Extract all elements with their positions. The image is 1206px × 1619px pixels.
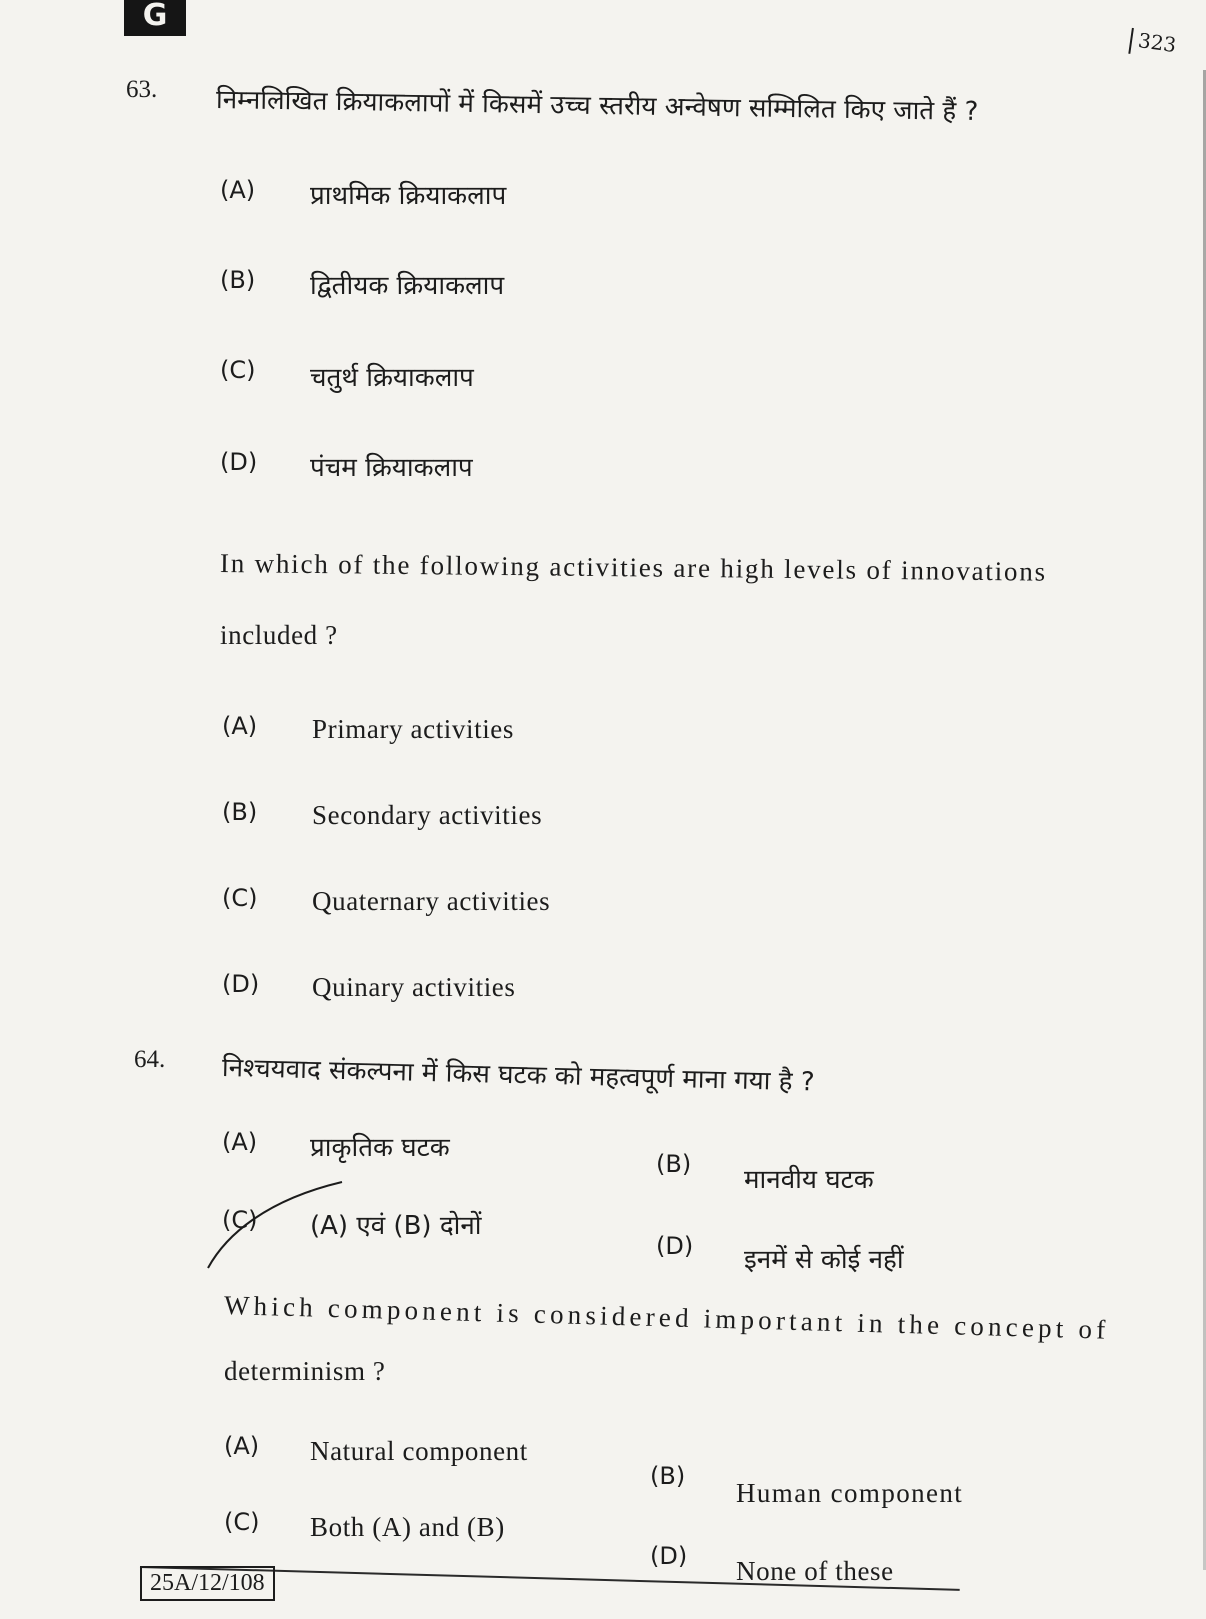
option-label: (D) bbox=[656, 1232, 694, 1260]
page-number-bracket bbox=[1128, 27, 1134, 53]
option-label: (C) bbox=[222, 1206, 258, 1234]
option-label: (B) bbox=[220, 266, 256, 294]
option-text-english: Quinary activities bbox=[312, 972, 516, 1002]
option-text-english: Primary activities bbox=[312, 714, 515, 744]
question-text-hindi: निश्चयवाद संकल्पना में किस घटक को महत्वपूर्ण माना गया है ? bbox=[221, 1053, 815, 1098]
option-text-hindi: प्राकृतिक घटक bbox=[310, 1133, 450, 1163]
question-number: 64. bbox=[134, 1046, 166, 1073]
option-label: (D) bbox=[650, 1542, 688, 1570]
option-text-hindi: द्वितीयक क्रियाकलाप bbox=[310, 271, 505, 301]
option-text-english: Quaternary activities bbox=[312, 886, 551, 916]
section-tab-letter: G bbox=[142, 0, 168, 33]
option-label: (C) bbox=[220, 356, 256, 384]
option-label: (A) bbox=[224, 1432, 260, 1460]
section-tab bbox=[124, 0, 186, 36]
option-text-hindi: प्राथमिक क्रियाकलाप bbox=[310, 181, 507, 211]
option-label: (D) bbox=[222, 970, 260, 998]
option-label: (A) bbox=[222, 712, 258, 740]
option-text-hindi: चतुर्थ क्रियाकलाप bbox=[310, 363, 474, 393]
question-text-english-line2: determinism ? bbox=[224, 1356, 386, 1386]
question-text-english-line1: In which of the following activities are high levels of innovations bbox=[219, 548, 1048, 587]
option-label: (C) bbox=[222, 884, 258, 912]
option-text-hindi: पंचम क्रियाकलाप bbox=[310, 453, 473, 483]
question-text-english-line1: Which component is considered important in the concept of bbox=[223, 1290, 1110, 1345]
option-label: (B) bbox=[656, 1150, 692, 1178]
option-label: (B) bbox=[650, 1462, 686, 1490]
option-label: (C) bbox=[224, 1508, 260, 1536]
option-text-hindi: मानवीय घटक bbox=[744, 1165, 874, 1195]
page-number-text: 323 bbox=[1136, 28, 1178, 58]
option-text-english: Secondary activities bbox=[312, 800, 543, 830]
page-number bbox=[1128, 27, 1177, 60]
pen-mark-icon bbox=[206, 1180, 346, 1270]
option-text-english: Both (A) and (B) bbox=[310, 1512, 505, 1542]
option-text-hindi: इनमें से कोई नहीं bbox=[744, 1245, 904, 1275]
paper-code bbox=[140, 1566, 275, 1601]
option-text-english: None of these bbox=[736, 1556, 894, 1586]
option-text-english: Natural component bbox=[310, 1436, 528, 1466]
option-label: (D) bbox=[220, 448, 258, 476]
option-label: (B) bbox=[222, 798, 258, 826]
question-text-hindi: निम्नलिखित क्रियाकलापों में किसमें उच्च स्तरीय अन्वेषण सम्मिलित किए जाते हैं ? bbox=[215, 85, 979, 127]
option-text-english: Human component bbox=[736, 1478, 964, 1508]
option-label: (A) bbox=[220, 176, 256, 204]
option-label: (A) bbox=[222, 1128, 258, 1156]
option-text-hindi: (A) एवं (B) दोनों bbox=[310, 1211, 482, 1241]
paper-code-text: 25A/12/108 bbox=[150, 1570, 265, 1596]
question-number: 63. bbox=[126, 76, 158, 103]
question-text-english-line2: included ? bbox=[220, 620, 338, 650]
